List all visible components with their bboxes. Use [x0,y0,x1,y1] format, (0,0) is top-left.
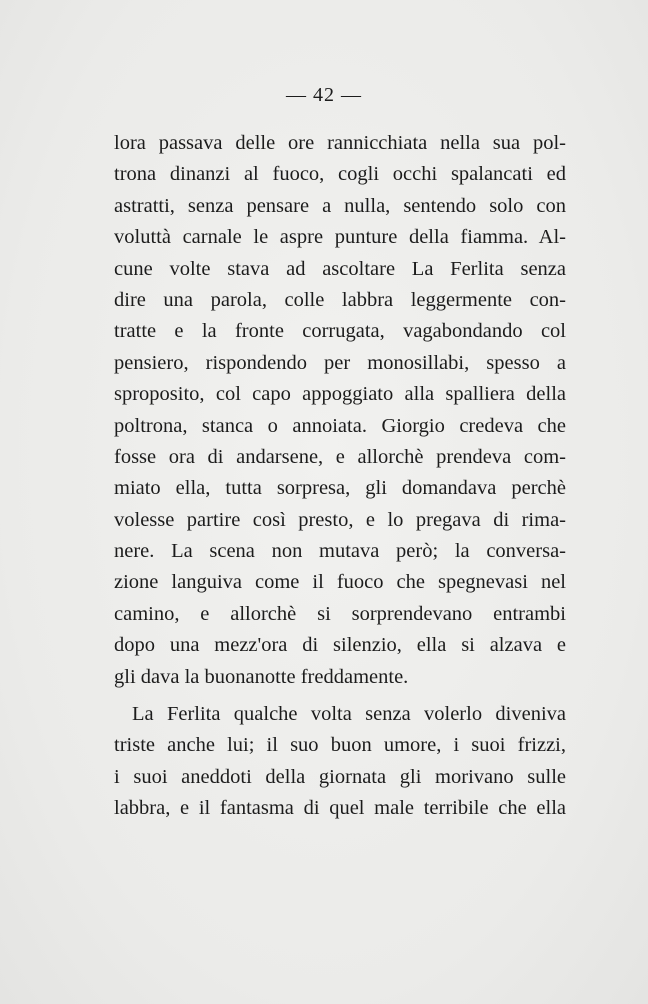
text-line: triste anche lui; il suo buon umore, i suoi frizzi, [114,734,566,757]
text-line: voluttà carnale le aspre punture della fiamma. Al- [114,226,566,249]
text-line: fosse ora di andarsene, e allorchè prendeva com- [114,445,566,468]
text-line: zione languiva come il fuoco che spegnevasi nel [114,571,566,594]
paragraph-2 [114,699,566,825]
text-line: miato ella, tutta sorpresa, gli domandava perchè [114,477,566,500]
text-line: camino, e allorchè si sorprendevano entrambi [114,602,566,625]
text-line: tratte e la fronte corrugata, vagabondando col [114,320,566,343]
text-line: cune volte stava ad ascoltare La Ferlita senza [114,257,566,280]
paragraph-1 [114,128,566,693]
text-line: pensiero, rispondendo per monosillabi, spesso a [114,351,566,374]
body-text [114,128,566,825]
page-number: — 42 — [286,84,362,106]
text-line: astratti, senza pensare a nulla, sentendo solo con [114,194,566,217]
text-line: nere. La scena non mutava però; la conversa- [114,540,566,563]
text-line: labbra, e il fantasma di quel male terribile che ella [114,797,566,820]
text-line: i suoi aneddoti della giornata gli morivano sulle [114,765,566,788]
text-line: lora passava delle ore rannicchiata nella sua pol- [114,132,566,154]
text-line: trona dinanzi al fuoco, cogli occhi spalancati ed [114,163,566,186]
text-line: sproposito, col capo appoggiato alla spalliera della [114,383,566,406]
text-line: poltrona, stanca o annoiata. Giorgio credeva che [114,414,566,437]
text-line: dopo una mezz'ora di silenzio, ella si alzava e [114,634,566,657]
text-line: gli dava la buonanotte freddamente. [114,665,409,688]
text-line: La Ferlita qualche volta senza volerlo diveniva [132,703,566,726]
text-line: volesse partire così presto, e lo pregava di rima- [114,508,566,531]
text-line: dire una parola, colle labbra leggermente con- [114,288,566,311]
